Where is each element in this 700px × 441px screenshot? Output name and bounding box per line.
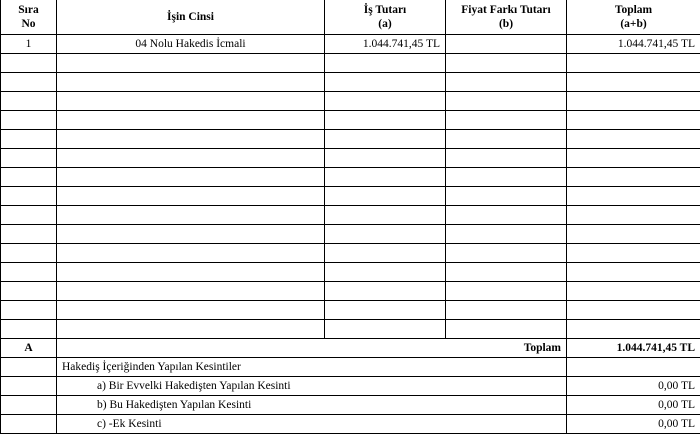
empty-cell — [57, 130, 325, 149]
cell-fiyat-farki — [446, 35, 567, 54]
header-toplam-line2: (a+b) — [620, 18, 647, 30]
empty-row — [1, 168, 700, 187]
empty-cell — [57, 282, 325, 301]
empty-cell — [446, 301, 567, 320]
cell-is-tutari: 1.044.741,45 TL — [325, 35, 446, 54]
empty-cell — [446, 130, 567, 149]
empty-cell — [1, 206, 57, 225]
header-fiyat-farki — [446, 0, 567, 35]
empty-cell — [57, 225, 325, 244]
empty-cell — [446, 54, 567, 73]
empty-cell — [1, 73, 57, 92]
empty-cell — [325, 282, 446, 301]
deduction-value: 0,00 TL — [567, 415, 700, 434]
deduction-blank — [1, 415, 57, 434]
empty-row — [1, 149, 700, 168]
empty-cell — [57, 301, 325, 320]
empty-cell — [57, 73, 325, 92]
empty-cell — [446, 206, 567, 225]
header-cinsi: İşin Cinsi — [57, 0, 325, 35]
empty-cell — [325, 187, 446, 206]
empty-cell — [57, 92, 325, 111]
empty-cell — [446, 320, 567, 339]
empty-cell — [325, 301, 446, 320]
deduction-blank — [1, 377, 57, 396]
empty-cell — [57, 111, 325, 130]
empty-cell — [57, 187, 325, 206]
empty-cell — [446, 225, 567, 244]
empty-cell — [567, 168, 700, 187]
header-toplam — [567, 0, 700, 35]
empty-cell — [1, 111, 57, 130]
header-no-line1: Sıra — [18, 4, 39, 16]
empty-row — [1, 282, 700, 301]
empty-cell — [57, 320, 325, 339]
empty-row — [1, 263, 700, 282]
empty-cell — [57, 263, 325, 282]
empty-cell — [567, 320, 700, 339]
deductions-title-row — [1, 358, 700, 377]
empty-cell — [446, 149, 567, 168]
empty-cell — [325, 73, 446, 92]
empty-cell — [567, 301, 700, 320]
deductions-title-value — [567, 358, 700, 377]
empty-cell — [1, 301, 57, 320]
empty-cell — [567, 225, 700, 244]
deduction-row — [1, 377, 700, 396]
header-toplam-line1: Toplam — [614, 4, 653, 16]
deduction-label: b) Bu Hakedişten Yapılan Kesinti — [57, 396, 567, 415]
empty-row — [1, 206, 700, 225]
empty-cell — [446, 111, 567, 130]
empty-row — [1, 130, 700, 149]
empty-row — [1, 301, 700, 320]
empty-row — [1, 92, 700, 111]
empty-cell — [325, 130, 446, 149]
empty-cell — [446, 263, 567, 282]
header-no-line2: No — [21, 18, 36, 30]
empty-row — [1, 111, 700, 130]
empty-cell — [567, 54, 700, 73]
empty-row — [1, 73, 700, 92]
summary-row — [1, 339, 700, 358]
empty-cell — [567, 111, 700, 130]
empty-cell — [1, 92, 57, 111]
empty-cell — [1, 149, 57, 168]
empty-row — [1, 320, 700, 339]
deduction-value: 0,00 TL — [567, 396, 700, 415]
empty-cell — [567, 73, 700, 92]
header-is-tutari-line1: İş Tutarı — [363, 4, 407, 16]
deduction-row — [1, 415, 700, 434]
empty-cell — [1, 320, 57, 339]
empty-cell — [325, 263, 446, 282]
empty-cell — [567, 149, 700, 168]
empty-row — [1, 244, 700, 263]
empty-cell — [325, 92, 446, 111]
empty-cell — [1, 225, 57, 244]
empty-cell — [325, 225, 446, 244]
header-fiyat-farki-line1: Fiyat Farkı Tutarı — [461, 4, 551, 16]
summary-toplam-label: Toplam — [57, 339, 567, 358]
empty-cell — [1, 130, 57, 149]
empty-cell — [446, 282, 567, 301]
empty-row — [1, 225, 700, 244]
empty-cell — [325, 168, 446, 187]
empty-cell — [567, 130, 700, 149]
deduction-row — [1, 396, 700, 415]
cell-no: 1 — [1, 35, 57, 54]
deduction-label: a) Bir Evvelki Hakedişten Yapılan Kesinti — [57, 377, 567, 396]
empty-cell — [446, 92, 567, 111]
empty-cell — [567, 244, 700, 263]
empty-row — [1, 187, 700, 206]
empty-cell — [1, 54, 57, 73]
deduction-blank — [1, 396, 57, 415]
deduction-label: c) -Ek Kesinti — [57, 415, 567, 434]
cell-cinsi: 04 Nolu Hakedis İcmali — [57, 35, 325, 54]
empty-cell — [57, 168, 325, 187]
empty-row — [1, 54, 700, 73]
cell-toplam: 1.044.741,45 TL — [567, 35, 700, 54]
empty-cell — [567, 206, 700, 225]
header-row — [1, 0, 700, 35]
deductions-blank — [1, 358, 57, 377]
empty-cell — [567, 187, 700, 206]
deductions-title: Hakediş İçeriğinden Yapılan Kesintiler — [57, 358, 567, 377]
header-is-tutari-line2: (a) — [378, 18, 392, 30]
header-no — [1, 0, 57, 35]
empty-cell — [325, 206, 446, 225]
table-row — [1, 35, 700, 54]
empty-cell — [325, 149, 446, 168]
empty-cell — [1, 282, 57, 301]
empty-cell — [1, 263, 57, 282]
empty-cell — [567, 282, 700, 301]
empty-cell — [446, 244, 567, 263]
empty-cell — [325, 244, 446, 263]
empty-cell — [446, 73, 567, 92]
empty-cell — [57, 244, 325, 263]
empty-cell — [1, 168, 57, 187]
empty-cell — [325, 111, 446, 130]
empty-cell — [57, 206, 325, 225]
empty-cell — [567, 263, 700, 282]
empty-cell — [446, 187, 567, 206]
summary-toplam-value: 1.044.741,45 TL — [567, 339, 700, 358]
header-is-tutari — [325, 0, 446, 35]
empty-cell — [325, 54, 446, 73]
empty-cell — [57, 54, 325, 73]
empty-cell — [567, 92, 700, 111]
empty-cell — [446, 168, 567, 187]
empty-cell — [1, 187, 57, 206]
deduction-value: 0,00 TL — [567, 377, 700, 396]
header-fiyat-farki-line2: (b) — [498, 18, 514, 30]
empty-cell — [57, 149, 325, 168]
empty-cell — [325, 320, 446, 339]
empty-cell — [1, 244, 57, 263]
summary-label: A — [1, 339, 57, 358]
